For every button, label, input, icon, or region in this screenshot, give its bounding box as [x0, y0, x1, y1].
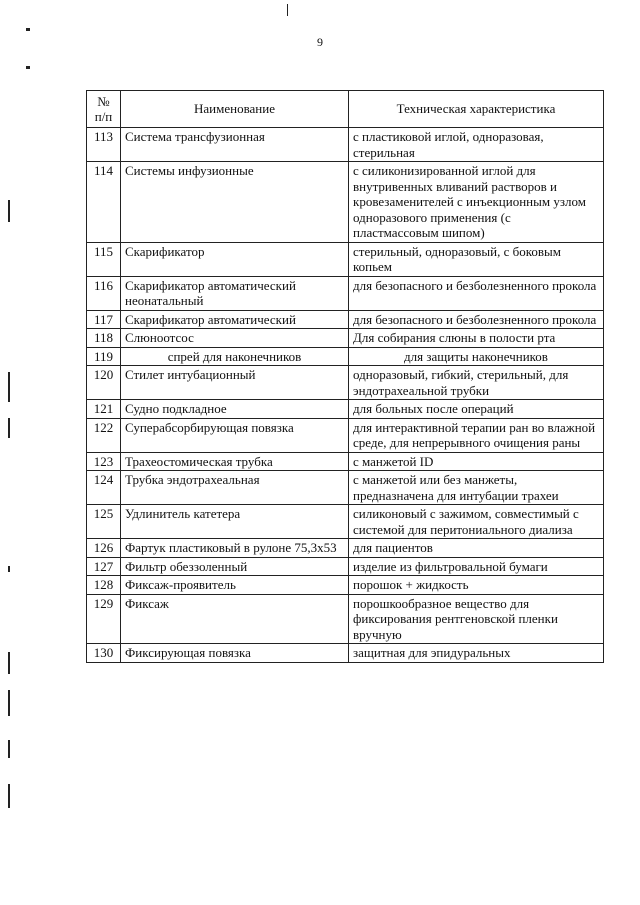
item-name: Трахеостомическая трубка — [121, 452, 349, 471]
row-number: 126 — [87, 539, 121, 558]
row-number: 121 — [87, 400, 121, 419]
item-spec: для больных после операций — [349, 400, 604, 419]
item-spec: порошкообразное вещество для фиксирования рентгеновской пленки вручную — [349, 594, 604, 644]
item-spec: защитная для эпидуральных — [349, 644, 604, 663]
row-number: 123 — [87, 452, 121, 471]
item-spec: с манжетой ID — [349, 452, 604, 471]
item-spec: стерильный, одноразовый, с боковым копьем — [349, 242, 604, 276]
column-header-name: Наименование — [121, 91, 349, 128]
table-row — [87, 329, 604, 348]
scan-mark — [8, 690, 10, 716]
item-name: Скарификатор автоматический — [121, 310, 349, 329]
item-spec: с манжетой или без манжеты, предназначена для интубации трахеи — [349, 471, 604, 505]
row-number: 130 — [87, 644, 121, 663]
table-row — [87, 128, 604, 162]
row-number: 116 — [87, 276, 121, 310]
item-spec: для защиты наконечников — [349, 347, 604, 366]
scan-mark — [8, 784, 10, 808]
scan-mark — [8, 418, 10, 438]
table-row — [87, 162, 604, 243]
row-number: 128 — [87, 576, 121, 595]
table-row — [87, 452, 604, 471]
scan-mark — [26, 28, 30, 31]
item-name: Суперабсорбирующая повязка — [121, 418, 349, 452]
column-header-spec: Техническая характеристика — [349, 91, 604, 128]
table-row — [87, 576, 604, 595]
table-row — [87, 347, 604, 366]
row-number: 122 — [87, 418, 121, 452]
table-row — [87, 366, 604, 400]
item-spec: для безопасного и безболезненного прокола — [349, 310, 604, 329]
item-spec: изделие из фильтровальной бумаги — [349, 557, 604, 576]
item-name: Слюноотсос — [121, 329, 349, 348]
item-spec: одноразовый, гибкий, стерильный, для эндотрахеальной трубки — [349, 366, 604, 400]
item-name: Трубка эндотрахеальная — [121, 471, 349, 505]
table-row — [87, 310, 604, 329]
table-row — [87, 400, 604, 419]
item-name: Фиксирующая повязка — [121, 644, 349, 663]
row-number: 125 — [87, 505, 121, 539]
scan-mark — [8, 200, 10, 222]
item-spec: для интерактивной терапии ран во влажной среде, для непрерывного очищения раны — [349, 418, 604, 452]
item-name: Фиксаж-проявитель — [121, 576, 349, 595]
row-number: 114 — [87, 162, 121, 243]
table-row — [87, 471, 604, 505]
row-number: 117 — [87, 310, 121, 329]
row-number: 127 — [87, 557, 121, 576]
scan-mark — [26, 66, 30, 69]
item-name: Скарификатор — [121, 242, 349, 276]
item-name: Система трансфузионная — [121, 128, 349, 162]
scan-mark — [8, 740, 10, 758]
row-number: 113 — [87, 128, 121, 162]
table-row — [87, 594, 604, 644]
scan-mark — [8, 372, 10, 402]
item-name: Фартук пластиковый в рулоне 75,3х53 — [121, 539, 349, 558]
row-number: 129 — [87, 594, 121, 644]
scan-mark — [287, 4, 288, 16]
table-row — [87, 242, 604, 276]
column-header-number: № п/п — [87, 91, 121, 128]
row-number: 119 — [87, 347, 121, 366]
spec-table — [86, 90, 604, 663]
table-row — [87, 644, 604, 663]
row-number: 115 — [87, 242, 121, 276]
item-spec: с пластиковой иглой, одноразовая, стерильная — [349, 128, 604, 162]
item-spec: с силиконизированной иглой для внутривенных вливаний растворов и кровезаменителей с инъекционным узлом одноразового применения (с пластмассовым шипом) — [349, 162, 604, 243]
item-name: Фильтр обеззоленный — [121, 557, 349, 576]
item-name: Системы инфузионные — [121, 162, 349, 243]
item-spec: Для собирания слюны в полости рта — [349, 329, 604, 348]
scan-mark — [8, 566, 10, 572]
table-row — [87, 505, 604, 539]
scan-mark — [8, 652, 10, 674]
table-row — [87, 557, 604, 576]
row-number: 124 — [87, 471, 121, 505]
table-row — [87, 418, 604, 452]
item-name: Удлинитель катетера — [121, 505, 349, 539]
table-header-row — [87, 91, 604, 128]
table-row — [87, 539, 604, 558]
page-number: 9 — [317, 35, 323, 49]
row-number: 118 — [87, 329, 121, 348]
item-spec: для безопасного и безболезненного прокола — [349, 276, 604, 310]
item-spec: силиконовый с зажимом, совместимый с системой для перитониального диализа — [349, 505, 604, 539]
item-name: Фиксаж — [121, 594, 349, 644]
item-name: Судно подкладное — [121, 400, 349, 419]
row-number: 120 — [87, 366, 121, 400]
item-spec: порошок + жидкость — [349, 576, 604, 595]
item-spec: для пациентов — [349, 539, 604, 558]
item-name: спрей для наконечников — [121, 347, 349, 366]
table-row — [87, 276, 604, 310]
item-name: Стилет интубационный — [121, 366, 349, 400]
item-name: Скарификатор автоматический неонатальный — [121, 276, 349, 310]
